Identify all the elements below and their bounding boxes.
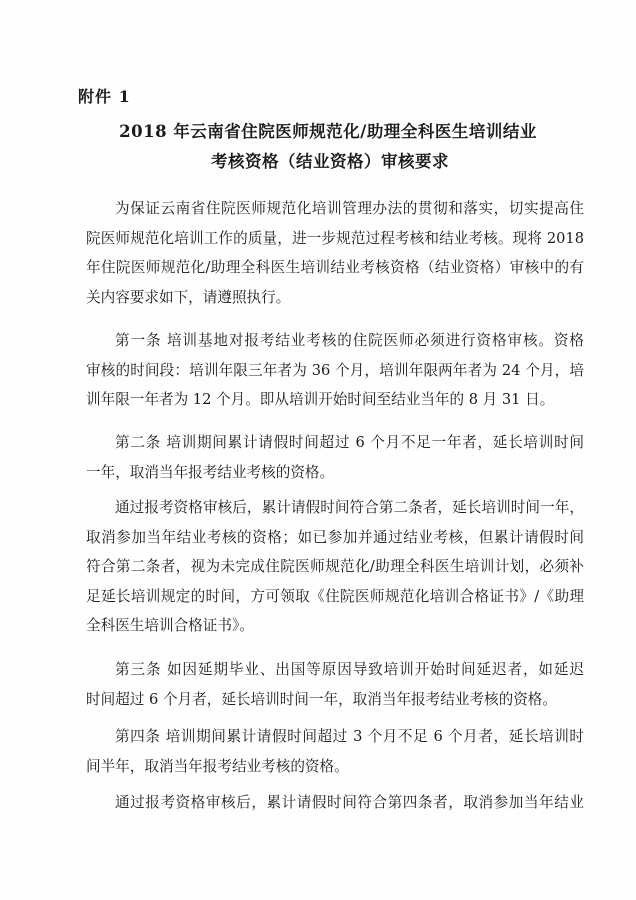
paragraph-article-3	[86, 655, 584, 714]
document-title-line-1: 2018 年云南省住院医师规范化/助理全科医生培训结业	[119, 122, 537, 141]
text-line: 一年，取消当年报考结业考核的资格。	[86, 463, 335, 481]
text-line: 足延长培训规定的时间，方可领取《住院医师规范化培训合格证书》/《助理	[86, 587, 584, 605]
text-line: 间半年，取消当年报考结业考核的资格。	[86, 757, 349, 775]
document-title-line-2: 考核资格（结业资格）审核要求	[211, 152, 449, 171]
attachment-label: 附件 1	[78, 87, 131, 106]
text-line: 通过报考资格审核后，累计请假时间符合第四条者，取消参加当年结业	[115, 794, 584, 811]
paragraph-intro	[86, 194, 584, 312]
text-line: 审核的时间段：培训年限三年者为 36 个月，培训年限两年者为 24 个月，培	[86, 361, 584, 379]
text-line: 符合第二条者，视为未完成住院医师规范化/助理全科医生培训计划，必须补	[86, 558, 584, 575]
paragraph-article-1	[86, 326, 584, 415]
paragraph-article-4	[86, 722, 584, 781]
text-line: 第一条 培训基地对报考结业考核的住院医师必须进行资格审核。资格	[115, 332, 584, 349]
paragraph-article-4-supplement	[86, 788, 584, 818]
text-line: 训年限一年者为 12 个月。即从培训开始时间至结业当年的 8 月 31 日。	[86, 391, 555, 408]
text-line: 关内容要求如下，请遵照执行。	[86, 288, 291, 306]
text-line: 全科医生培训合格证书》。	[86, 617, 254, 634]
text-line: 第二条 培训期间累计请假时间超过 6 个月不足一年者，延长培训时间	[115, 434, 584, 451]
text-line: 时间超过 6 个月者，延长培训时间一年，取消当年报考结业考核的资格。	[86, 690, 557, 708]
text-line: 为保证云南省住院医师规范化培训管理办法的贯彻和落实，切实提高住	[115, 200, 584, 217]
text-line: 院医师规范化培训工作的质量，进一步规范过程考核和结业考核。现将 2018	[86, 229, 584, 247]
paragraph-article-2-supplement	[86, 493, 584, 641]
text-line: 通过报考资格审核后，累计请假时间符合第二条者，延长培训时间一年，	[115, 499, 584, 516]
text-line: 取消参加当年结业考核的资格；如已参加并通过结业考核，但累计请假时间	[86, 528, 584, 546]
paragraph-article-2	[86, 428, 584, 487]
text-line: 年住院医师规范化/助理全科医生培训结业考核资格（结业资格）审核中的有	[86, 259, 584, 276]
text-line: 第四条 培训期间累计请假时间超过 3 个月不足 6 个月者，延长培训时	[115, 728, 584, 745]
text-line: 第三条 如因延期毕业、出国等原因导致培训开始时间延迟者，如延迟	[115, 661, 584, 678]
